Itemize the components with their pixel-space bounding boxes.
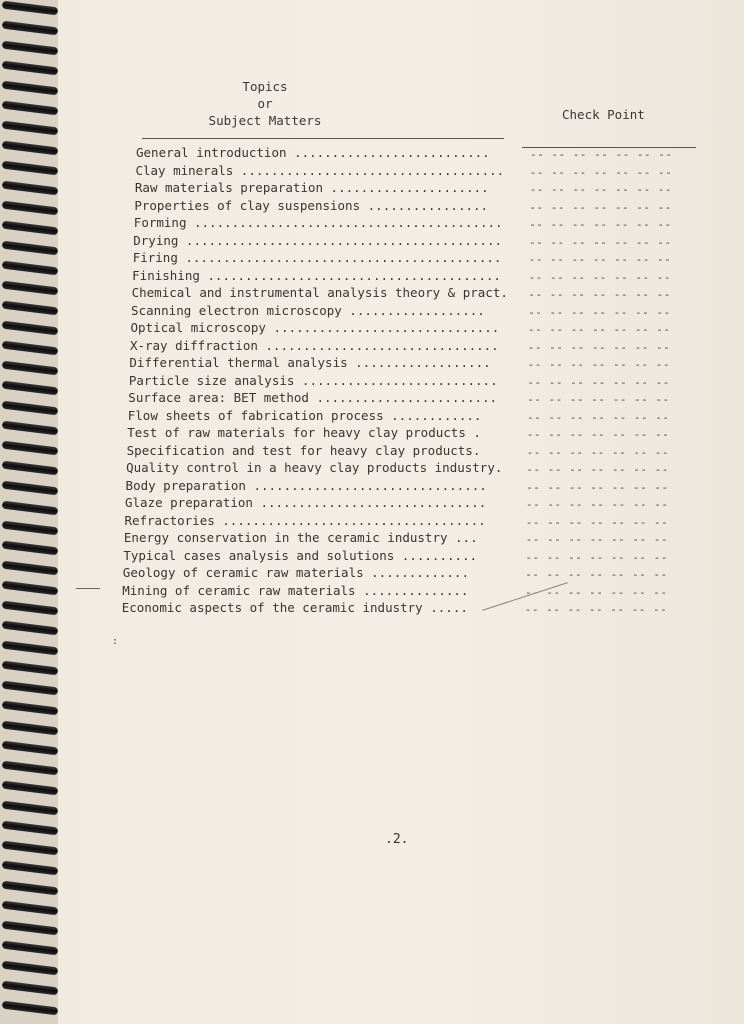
binding-coil — [2, 761, 59, 776]
topic-label: Raw materials preparation ..................... — [134, 180, 489, 195]
binding-coil — [2, 701, 59, 716]
binding-coil — [2, 1001, 59, 1016]
binding-coil — [2, 421, 59, 436]
topic-row — [124, 530, 700, 546]
topics-header-line-1: Topics — [242, 79, 288, 94]
topic-label: Chemical and instrumental analysis theory & pract. — [131, 285, 508, 300]
check-point-blank: -- -- -- -- -- -- -- — [527, 358, 671, 371]
topics-header-rule — [142, 138, 504, 139]
topic-label: Test of raw materials for heavy clay products . — [127, 425, 481, 440]
binding-coil — [2, 261, 59, 276]
topics-column-header — [200, 78, 330, 129]
check-point-blank: -- -- -- -- -- -- -- — [525, 533, 669, 546]
topic-row — [130, 338, 700, 354]
check-point-blank: -- -- -- -- -- -- -- — [527, 375, 670, 389]
topic-label: General introduction .......................... — [136, 145, 490, 160]
topic-label: Drying .......................................... — [133, 232, 503, 248]
topic-label: Finishing ....................................... — [132, 267, 501, 283]
check-point-blank: -- -- -- -- -- -- -- — [529, 218, 672, 231]
check-point-blank: -- -- -- -- -- -- -- — [527, 393, 670, 406]
topic-row — [134, 215, 700, 231]
topic-row — [133, 250, 700, 266]
binding-coil — [2, 721, 59, 736]
binding-coil — [2, 681, 59, 696]
binding-coil — [2, 1, 59, 16]
check-point-blank: -- -- -- -- -- -- -- — [527, 340, 671, 354]
binding-coil — [2, 561, 59, 576]
check-point-blank: -- -- -- -- -- -- -- — [529, 183, 673, 196]
binding-coil — [2, 201, 59, 216]
check-point-blank: -- -- -- -- -- -- -- — [525, 515, 669, 529]
check-point-blank: -- -- -- -- -- -- -- — [527, 410, 670, 424]
topic-label: Specification and test for heavy clay products. — [126, 442, 481, 458]
check-point-column-header: Check Point — [562, 107, 645, 122]
topics-header-line-3: Subject Matters — [208, 113, 322, 128]
binding-coil — [2, 221, 59, 236]
topic-row — [129, 355, 700, 371]
binding-coil — [2, 181, 59, 196]
topic-row — [134, 198, 700, 214]
binding-coil — [2, 141, 59, 156]
topic-row — [127, 443, 700, 459]
topic-row — [128, 408, 700, 424]
topic-label: Glaze preparation .............................. — [125, 495, 487, 510]
topic-label: Economic aspects of the ceramic industry ..... — [121, 600, 468, 615]
topic-label: Clay minerals ................................... — [135, 162, 505, 178]
spiral-binding — [0, 0, 58, 1024]
check-point-blank: -- -- -- -- -- -- -- — [528, 253, 672, 266]
topic-label: Quality control in a heavy clay products industry. — [126, 460, 503, 475]
binding-coil — [2, 101, 59, 116]
binding-coil — [2, 61, 59, 76]
binding-coil — [2, 361, 59, 376]
topic-row — [136, 145, 700, 161]
topic-row — [133, 233, 700, 249]
check-point-blank: -- -- -- -- -- -- -- — [526, 445, 670, 459]
binding-coil — [2, 481, 59, 496]
binding-coil — [2, 301, 59, 316]
topic-row — [135, 163, 700, 179]
page-number: .2. — [385, 832, 409, 847]
binding-coil — [2, 841, 59, 856]
binding-coil — [2, 381, 59, 396]
topic-label: Scanning electron microscopy .................. — [131, 302, 485, 318]
binding-coil — [2, 941, 59, 956]
topic-label: Properties of clay suspensions ................ — [134, 197, 489, 213]
binding-coil — [2, 641, 59, 656]
binding-coil — [2, 321, 59, 336]
binding-coil — [2, 821, 59, 836]
binding-coil — [2, 241, 59, 256]
binding-coil — [2, 981, 59, 996]
binding-coil — [2, 461, 59, 476]
check-point-blank: -- -- -- -- -- -- -- — [526, 480, 669, 494]
topics-header-line-2: or — [257, 96, 273, 111]
check-point-blank: -- -- -- -- -- -- -- — [526, 498, 669, 511]
topic-row — [125, 495, 700, 511]
binding-coil — [2, 881, 59, 896]
binding-coil — [2, 501, 59, 516]
check-point-blank: -- -- -- -- -- -- -- — [525, 550, 668, 564]
binding-coil — [2, 741, 59, 756]
check-point-blank: -- -- -- -- -- -- -- — [528, 270, 672, 284]
check-point-blank: -- -- -- -- -- -- -- — [529, 200, 672, 214]
binding-coil — [2, 21, 59, 36]
margin-dot: : — [112, 636, 119, 647]
binding-coil — [2, 621, 59, 636]
binding-coil — [2, 601, 59, 616]
topic-label: Firing .......................................... — [132, 250, 502, 265]
topic-row — [123, 548, 700, 564]
margin-dash — [76, 588, 100, 589]
topic-label: Geology of ceramic raw materials ............. — [122, 565, 469, 580]
topic-row — [126, 478, 700, 494]
binding-coil — [2, 41, 59, 56]
check-point-blank: -- -- -- -- -- -- -- — [525, 585, 668, 599]
binding-coil — [2, 801, 59, 816]
topic-row — [128, 390, 700, 406]
topic-label: Energy conservation in the ceramic industry ... — [123, 530, 478, 545]
check-point-blank: -- -- -- -- -- -- -- — [526, 463, 669, 476]
topic-label: Forming ......................................... — [133, 215, 503, 230]
binding-coil — [2, 281, 59, 296]
topic-row — [129, 373, 700, 389]
topic-label: Flow sheets of fabrication process ............ — [127, 407, 482, 423]
check-point-blank: -- -- -- -- -- -- -- — [524, 603, 668, 616]
topic-row — [135, 180, 700, 196]
binding-coil — [2, 121, 59, 136]
topic-row — [132, 285, 700, 301]
binding-coil — [2, 861, 59, 876]
binding-coil — [2, 341, 59, 356]
topic-row — [132, 268, 700, 284]
binding-coil — [2, 521, 59, 536]
check-point-blank: -- -- -- -- -- -- -- — [526, 428, 670, 441]
check-point-blank: -- -- -- -- -- -- -- — [529, 165, 673, 179]
topic-row — [123, 565, 700, 581]
topic-label: Refractories ................................... — [124, 512, 486, 528]
binding-coil — [2, 901, 59, 916]
check-point-blank: -- -- -- -- -- -- -- — [528, 288, 671, 301]
topic-label: Typical cases analysis and solutions .......... — [123, 547, 478, 563]
topic-label: Mining of ceramic raw materials .............. — [122, 582, 469, 598]
topic-label: Body preparation ............................... — [125, 477, 487, 493]
topic-label: Particle size analysis .......................... — [128, 372, 498, 388]
binding-coil — [2, 161, 59, 176]
topic-label: Differential thermal analysis .................. — [129, 355, 491, 370]
binding-coil — [2, 921, 59, 936]
topic-label: Surface area: BET method ........................ — [128, 390, 498, 405]
topic-row — [131, 303, 700, 319]
topic-row — [122, 600, 700, 616]
binding-coil — [2, 581, 59, 596]
binding-coil — [2, 661, 59, 676]
binding-coil — [2, 441, 59, 456]
binding-coil — [2, 541, 59, 556]
binding-coil — [2, 81, 59, 96]
check-point-blank: -- -- -- -- -- -- -- — [528, 305, 671, 319]
topic-label: X-ray diffraction ............................... — [129, 337, 499, 353]
check-point-blank: -- -- -- -- -- -- -- — [529, 235, 672, 249]
check-point-blank: -- -- -- -- -- -- -- — [528, 323, 671, 336]
binding-coil — [2, 961, 59, 976]
check-point-blank: -- -- -- -- -- -- -- — [530, 148, 673, 161]
topic-row — [126, 460, 700, 476]
topic-row — [131, 320, 701, 336]
binding-coil — [2, 781, 59, 796]
topic-row — [127, 425, 700, 441]
check-point-blank: -- -- -- -- -- -- -- — [525, 568, 668, 581]
topic-row — [124, 513, 700, 529]
binding-coil — [2, 401, 59, 416]
topic-row — [122, 583, 700, 599]
topic-label: Optical microscopy .............................. — [130, 320, 500, 335]
